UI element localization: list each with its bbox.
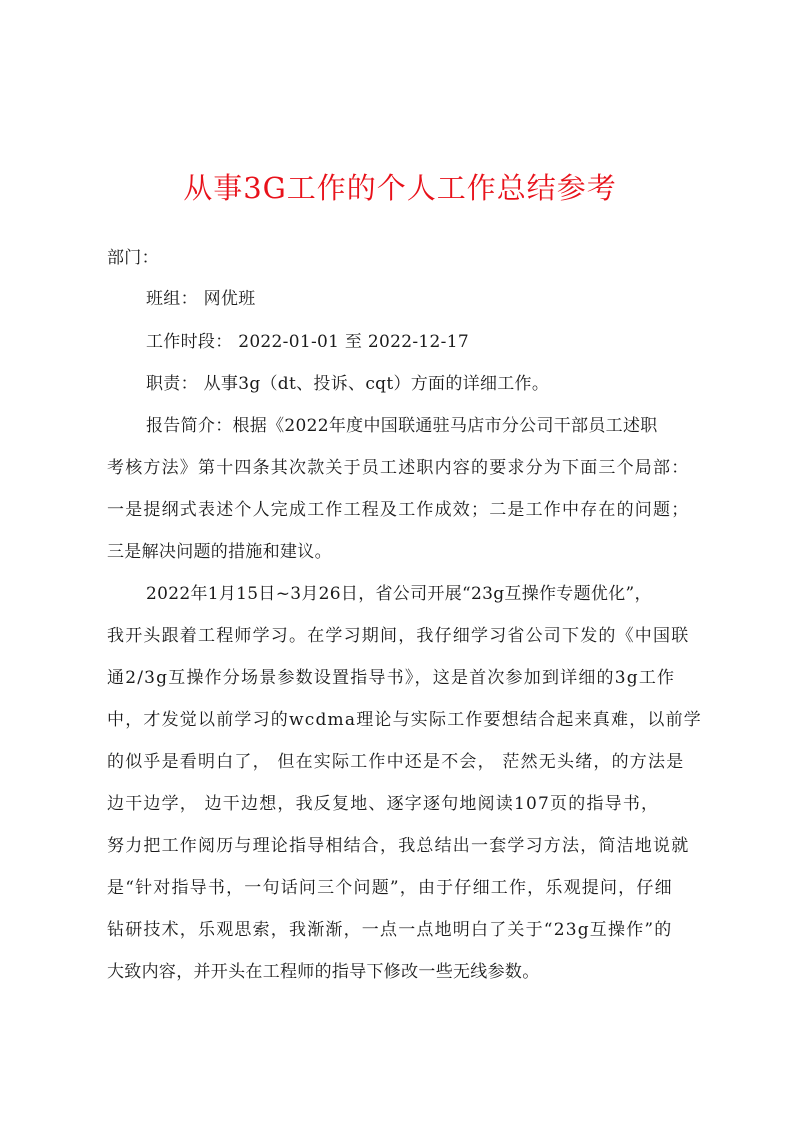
paragraph-line: 三是解决问题的措施和建议。 [107,542,332,562]
work-period-line: 工作时段： 2022-01-01 至 2022-12-17 [146,332,469,352]
paragraph-line: 2022年1月15日~3月26日，省公司开展“23g互操作专题优化”， [146,584,652,604]
paragraph-line: 钻研技术，乐观思索，我渐渐，一点一点地明白了关于“23g互操作”的 [107,920,673,940]
paragraph-line: 一是提纲式表述个人完成工作工程及工作成效；二是工作中存在的问题； [107,500,690,520]
paragraph-line: 的似乎是看明白了， 但在实际工作中还是不会， 茫然无头绪，的方法是 [107,752,685,772]
paragraph-line: 边干边学， 边干边想，我反复地、逐字逐句地阅读107页的指导书， [107,794,660,814]
team-line: 班组： 网优班 [146,289,256,309]
paragraph-line: 大致内容，并开头在工程师的指导下修改一些无线参数。 [107,962,540,982]
paragraph-line: 努力把工作阅历与理论指导相结合，我总结出一套学习方法，简洁地说就 [107,836,690,856]
duty-line: 职责： 从事3g（dt、投诉、cqt）方面的详细工作。 [146,374,550,394]
paragraph-line: 考核方法》第十四条其次款关于员工述职内容的要求分为下面三个局部： [107,458,690,478]
document-title: 从事3G工作的个人工作总结参考 [183,171,617,205]
paragraph-line: 是“针对指导书，一句话问三个问题”，由于仔细工作，乐观提问，仔细 [107,878,673,898]
paragraph-line: 通2/3g互操作分场景参数设置指导书》，这是首次参加到详细的3g工作 [107,668,676,688]
paragraph-line: 我开头跟着工程师学习。在学习期间，我仔细学习省公司下发的《中国联 [107,626,690,646]
department-line: 部门： [107,248,159,268]
paragraph-line: 中，才发觉以前学习的wcdma理论与实际工作要想结合起来真难，以前学 [107,710,703,730]
paragraph-line: 报告简介：根据《2022年度中国联通驻马店市分公司干部员工述职 [146,416,658,436]
